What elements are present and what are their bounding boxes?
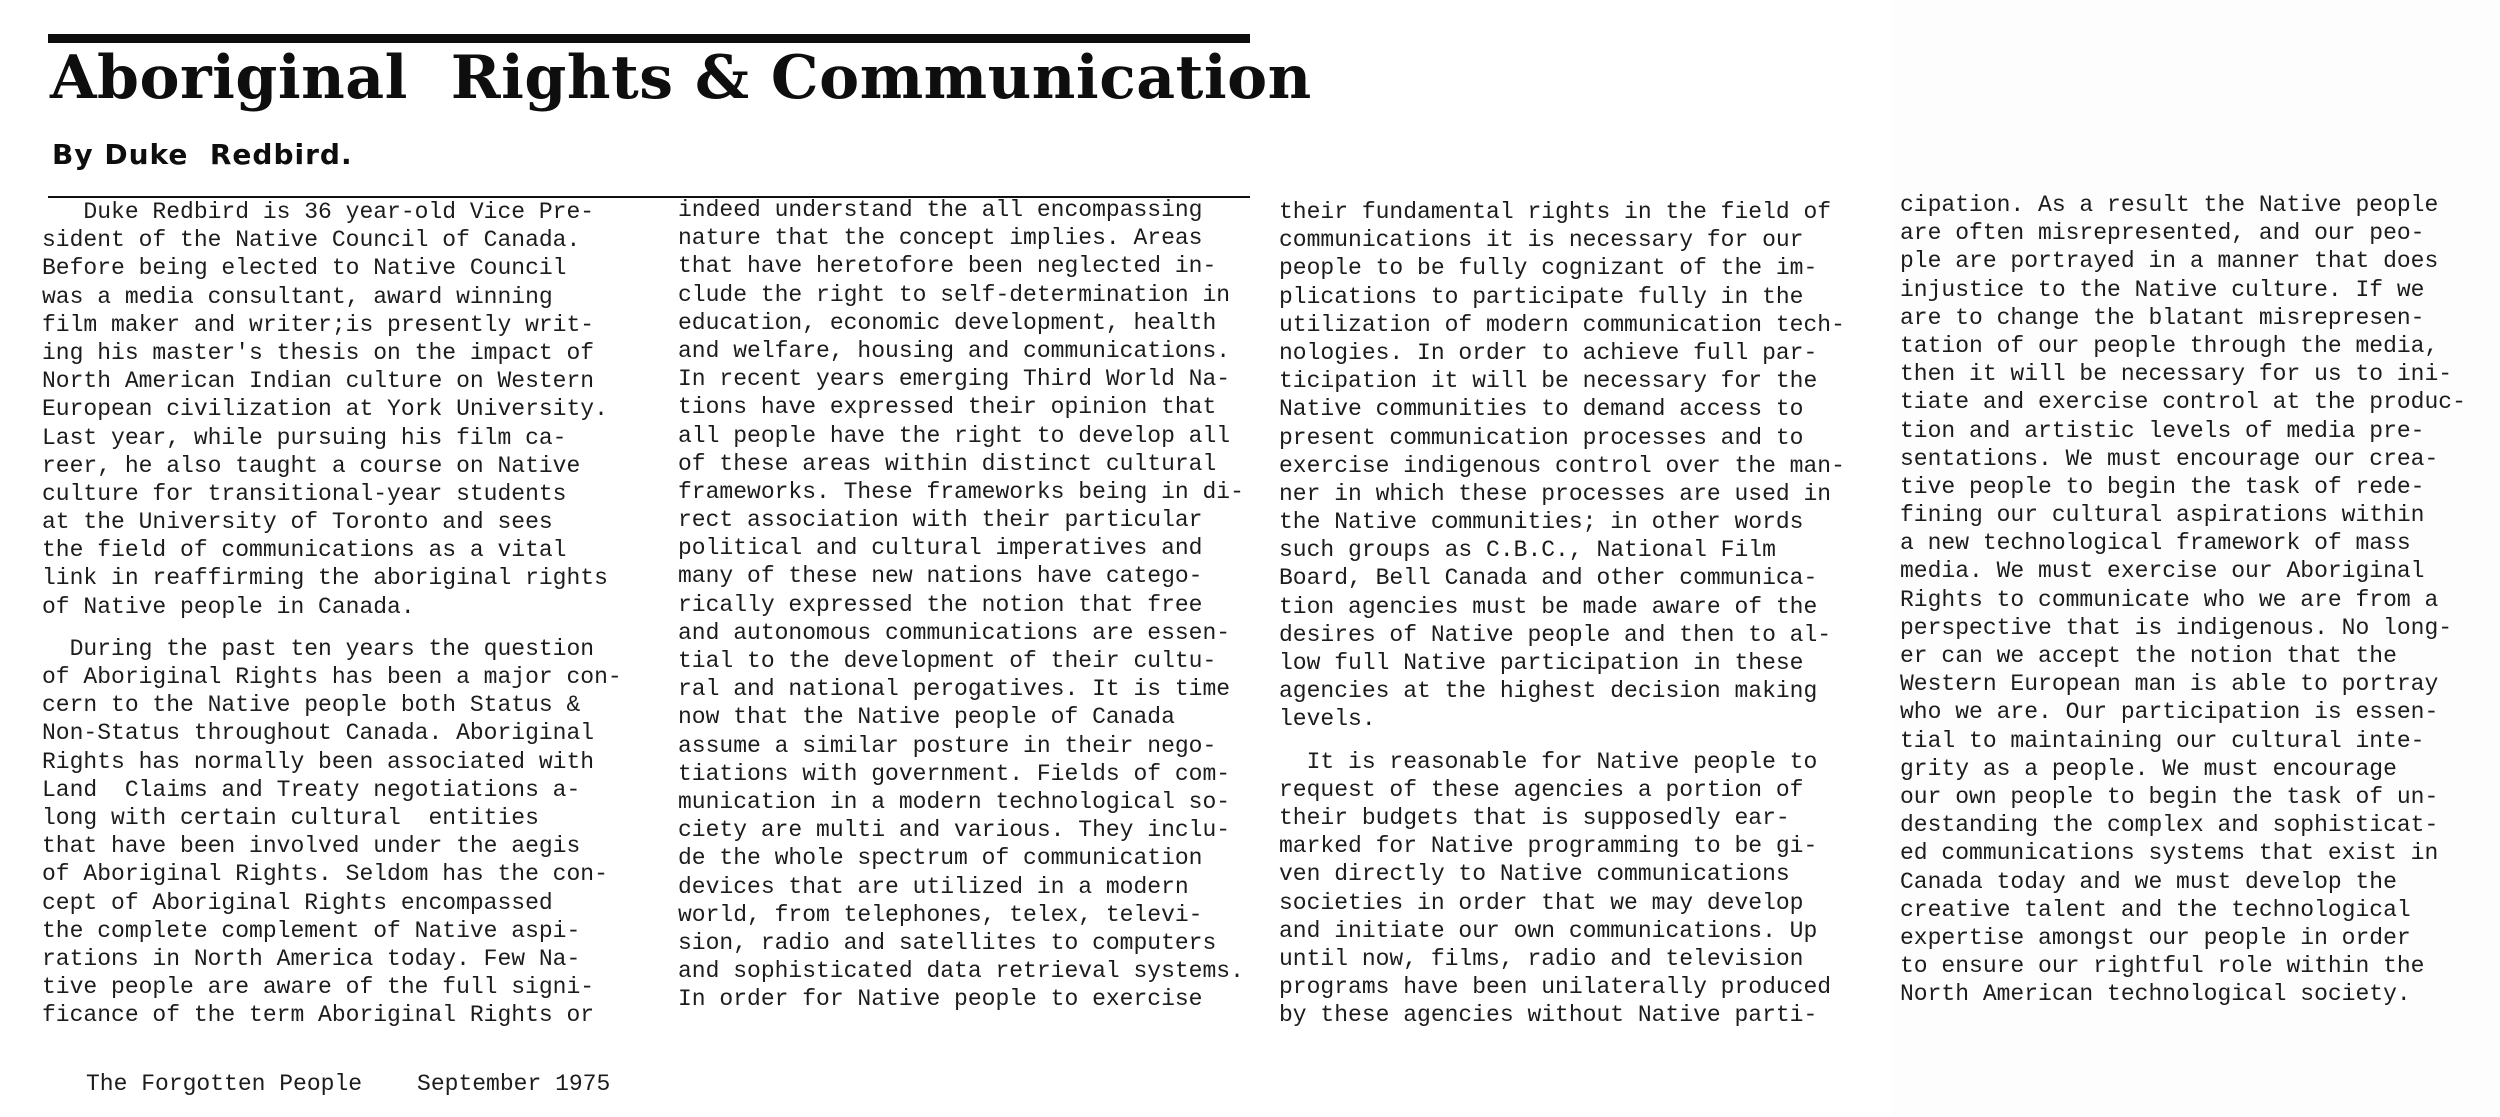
text-line: culture for transitional-year students (42, 480, 567, 507)
text-line: political and cultural imperatives and (678, 535, 1203, 562)
text-line: of Native people in Canada. (42, 593, 415, 620)
text-line: assume a similar posture in their nego- (678, 732, 1217, 759)
text-line: film maker and writer;is presently writ- (42, 311, 595, 338)
text-line: education, economic development, health (678, 309, 1217, 336)
paragraph-gap (42, 621, 622, 635)
text-line: Before being elected to Native Council (42, 255, 567, 282)
text-line: desires of Native people and then to al- (1279, 621, 1832, 648)
text-line: and initiate our own communications. Up (1279, 917, 1818, 944)
text-line: cern to the Native people both Status & (42, 692, 581, 719)
text-line: are often misrepresented, and our peo- (1900, 220, 2425, 247)
text-line: of Aboriginal Rights. Seldom has the con- (42, 861, 608, 888)
text-line: ciety are multi and various. They inclu- (678, 817, 1231, 844)
text-line: grity as a people. We must encourage (1900, 755, 2397, 782)
text-line: tiations with government. Fields of com- (678, 760, 1231, 787)
text-line: nature that the concept implies. Areas (678, 225, 1203, 252)
text-line: the Native communities; in other words (1279, 509, 1804, 536)
text-line: that have heretofore been neglected in- (678, 253, 1217, 280)
text-line: who we are. Our participation is essen- (1900, 699, 2439, 726)
text-line: Canada today and we must develop the (1900, 868, 2397, 895)
text-line: media. We must exercise our Aboriginal (1900, 558, 2425, 585)
text-line: people to be fully cognizant of the im- (1279, 255, 1818, 282)
text-line: world, from telephones, telex, televi- (678, 901, 1203, 928)
article-column-1 (42, 198, 622, 1029)
text-line: clude the right to self-determination in (678, 281, 1231, 308)
text-line: the field of communications as a vital (42, 537, 567, 564)
text-line: of these areas within distinct cultural (678, 450, 1217, 477)
text-line: Rights has normally been associated with (42, 748, 595, 775)
text-line: ficance of the term Aboriginal Rights or (42, 1002, 595, 1029)
text-line: tial to the development of their cultu- (678, 648, 1217, 674)
text-line: Non-Status throughout Canada. Aboriginal (42, 720, 595, 747)
text-line: levels. (1279, 706, 1376, 733)
text-line: now that the Native people of Canada (678, 704, 1175, 731)
text-line: marked for Native programming to be gi- (1279, 833, 1818, 860)
text-line: are to change the blatant misrepresen- (1900, 304, 2425, 331)
text-line: plications to participate fully in the (1279, 283, 1804, 310)
text-line: Duke Redbird is 36 year-old Vice Pre- (42, 199, 595, 225)
text-line: injustice to the Native culture. If we (1900, 276, 2425, 303)
article-headline: Aboriginal Rights & Communication (50, 43, 1312, 113)
text-line: tial to maintaining our cultural inte- (1900, 727, 2425, 754)
text-line: rically expressed the notion that free (678, 591, 1203, 618)
text-line: ple are portrayed in a manner that does (1900, 248, 2439, 275)
text-line: tion and artistic levels of media pre- (1900, 417, 2425, 444)
text-line: communications it is necessary for our (1279, 227, 1804, 254)
text-line: reer, he also taught a course on Native (42, 452, 581, 479)
text-line: European civilization at York University. (42, 396, 608, 423)
text-line: fining our cultural aspirations within (1900, 502, 2425, 529)
paragraph-gap (1279, 734, 1845, 748)
text-line: tive people are aware of the full signi- (42, 974, 595, 1001)
text-line: sident of the Native Council of Canada. (42, 227, 581, 254)
page-footer (86, 1070, 610, 1098)
text-line: the complete complement of Native aspi- (42, 917, 581, 944)
article-byline: By Duke Redbird. (52, 138, 353, 171)
text-line: until now, films, radio and television (1279, 945, 1804, 972)
text-line: present communication processes and to (1279, 424, 1804, 451)
text-line: that have been involved under the aegis (42, 833, 581, 860)
text-line: then it will be necessary for us to ini- (1900, 361, 2453, 388)
text-line: our own people to begin the task of un- (1900, 783, 2439, 810)
text-line: by these agencies without Native parti- (1279, 1002, 1818, 1029)
text-line: perspective that is indigenous. No long- (1900, 614, 2453, 641)
text-line: request of these agencies a portion of (1279, 776, 1804, 803)
text-line: devices that are utilized in a modern (678, 873, 1189, 900)
article-column-4 (1900, 191, 2466, 1008)
text-line: tiate and exercise control at the produc- (1900, 389, 2466, 416)
text-line: rations in North America today. Few Na- (42, 945, 581, 972)
text-line: In recent years emerging Third World Na- (678, 366, 1231, 393)
text-line: all people have the right to develop all (678, 422, 1231, 449)
text-line: ner in which these processes are used in (1279, 480, 1832, 507)
text-line: creative talent and the technological (1900, 896, 2411, 923)
text-line: It is reasonable for Native people to (1279, 748, 1818, 775)
text-line: expertise amongst our people in order (1900, 924, 2411, 951)
text-line: of Aboriginal Rights has been a major con- (42, 664, 622, 690)
text-line: tation of our people through the media, (1900, 332, 2439, 359)
text-line: ing his master's thesis on the impact of (42, 339, 595, 366)
text-line: their fundamental rights in the field of (1279, 199, 1832, 225)
text-line: at the University of Toronto and sees (42, 509, 553, 536)
text-line: programs have been unilaterally produced (1279, 974, 1832, 1001)
headline-top-rule (48, 34, 1250, 43)
text-line: a new technological framework of mass (1900, 530, 2411, 557)
text-line: ral and national perogatives. It is time (678, 676, 1231, 703)
text-line: indeed understand the all encompassing (678, 197, 1203, 223)
text-line: destanding the complex and sophisticat- (1900, 812, 2439, 839)
text-line: many of these new nations have catego- (678, 563, 1203, 590)
text-line: er can we accept the notion that the (1900, 643, 2397, 669)
text-line: link in reaffirming the aboriginal rights (42, 565, 608, 592)
text-line: Native communities to demand access to (1279, 396, 1804, 423)
text-line: exercise indigenous control over the man- (1279, 452, 1845, 479)
text-line: Western European man is able to portray (1900, 671, 2439, 698)
text-line: their budgets that is supposedly ear- (1279, 804, 1790, 831)
footer-date: September 1975 (417, 1071, 611, 1097)
text-line: In order for Native people to exercise (678, 986, 1203, 1013)
text-line: and autonomous communications are essen- (678, 619, 1231, 646)
footer-publication: The Forgotten People (86, 1071, 363, 1097)
text-line: Land Claims and Treaty negotiations a- (42, 776, 581, 803)
text-line: low full Native participation in these (1279, 650, 1804, 676)
text-line: ticipation it will be necessary for the (1279, 368, 1818, 395)
text-line: frameworks. These frameworks being in di- (678, 478, 1244, 505)
text-line: nologies. In order to achieve full par- (1279, 339, 1818, 366)
text-line: societies in order that we may develop (1279, 889, 1804, 916)
text-line: North American Indian culture on Western (42, 368, 595, 395)
text-line: ven directly to Native communications (1279, 861, 1790, 888)
text-line: utilization of modern communication tech- (1279, 311, 1845, 338)
text-line: rect association with their particular (678, 507, 1203, 534)
text-line: was a media consultant, award winning (42, 283, 553, 310)
text-line: long with certain cultural entities (42, 804, 539, 831)
text-line: tive people to begin the task of rede- (1900, 473, 2425, 500)
article-column-2 (678, 196, 1244, 1013)
text-line: cept of Aboriginal Rights encompassed (42, 889, 553, 916)
text-line: and sophisticated data retrieval systems. (678, 958, 1244, 985)
text-line: Board, Bell Canada and other communica- (1279, 565, 1818, 592)
text-line: and welfare, housing and communications. (678, 337, 1231, 364)
text-line: munication in a modern technological so- (678, 788, 1231, 815)
text-line: cipation. As a result the Native people (1900, 192, 2439, 218)
text-line: ed communications systems that exist in (1900, 840, 2439, 867)
text-line: sentations. We must encourage our crea- (1900, 445, 2439, 472)
text-line: During the past ten years the question (42, 635, 595, 662)
text-line: tions have expressed their opinion that (678, 394, 1217, 421)
text-line: agencies at the highest decision making (1279, 678, 1818, 705)
article-column-3 (1279, 198, 1845, 1029)
text-line: such groups as C.B.C., National Film (1279, 537, 1776, 564)
text-line: to ensure our rightful role within the (1900, 953, 2425, 980)
text-line: de the whole spectrum of communication (678, 845, 1203, 872)
text-line: tion agencies must be made aware of the (1279, 593, 1818, 620)
text-line: Rights to communicate who we are from a (1900, 586, 2439, 613)
text-line: Last year, while pursuing his film ca- (42, 424, 567, 451)
text-line: North American technological society. (1900, 981, 2411, 1008)
text-line: sion, radio and satellites to computers (678, 929, 1217, 956)
